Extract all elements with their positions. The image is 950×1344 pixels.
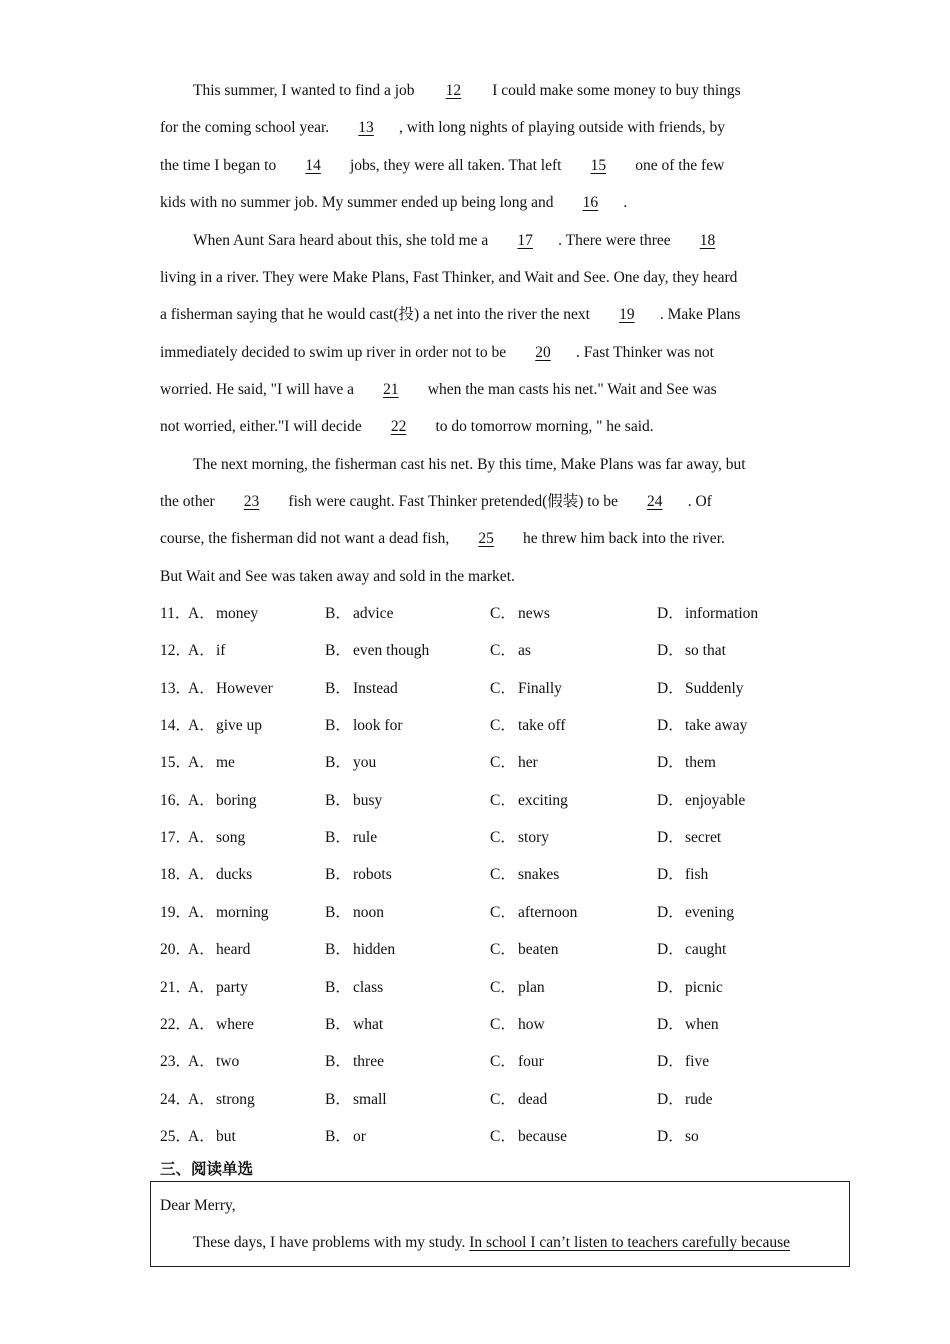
option-letter: A． — [188, 941, 215, 958]
option-text: plan — [518, 979, 545, 996]
option-text: or — [353, 1128, 366, 1145]
passage-text: worried. He said, "I will have a — [160, 381, 358, 398]
option-c[interactable] — [490, 716, 565, 736]
option-text: afternoon — [518, 904, 578, 921]
option-c[interactable] — [490, 1090, 547, 1110]
option-letter: D． — [657, 1053, 684, 1070]
option-letter: D． — [657, 979, 684, 996]
option-a[interactable] — [188, 903, 269, 923]
option-a[interactable] — [188, 1090, 255, 1110]
option-c[interactable] — [490, 641, 531, 661]
option-text: even though — [353, 642, 430, 659]
option-letter: C． — [490, 605, 516, 622]
blank-12: 12 — [445, 82, 462, 99]
blank-13: 13 — [358, 119, 374, 136]
option-text: but — [216, 1128, 236, 1145]
question-number: 24． — [160, 1091, 192, 1108]
option-letter: C． — [490, 1128, 516, 1145]
question-number: 14． — [160, 717, 192, 734]
option-text: you — [353, 754, 377, 771]
option-text: snakes — [518, 866, 560, 883]
passage-text: the other — [160, 493, 219, 510]
option-letter: D． — [657, 1091, 684, 1108]
option-text: picnic — [685, 979, 723, 996]
option-letter: D． — [657, 866, 684, 883]
blank-25: 25 — [478, 530, 494, 547]
option-letter: B． — [325, 1016, 351, 1033]
option-b[interactable] — [325, 791, 382, 811]
option-text: information — [685, 605, 759, 622]
option-text: where — [216, 1016, 254, 1033]
option-letter: C． — [490, 1053, 516, 1070]
option-text: busy — [353, 792, 383, 809]
option-text: boring — [216, 792, 257, 809]
option-text: so — [685, 1128, 699, 1145]
option-letter: B． — [325, 1053, 351, 1070]
option-letter: D． — [657, 941, 684, 958]
option-d[interactable] — [657, 865, 708, 885]
section-title: 三、阅读单选 — [160, 1160, 254, 1178]
option-c[interactable] — [490, 903, 577, 923]
option-a[interactable] — [188, 791, 256, 811]
option-text: heard — [216, 941, 251, 958]
option-d[interactable] — [657, 828, 721, 848]
option-letter: C． — [490, 979, 516, 996]
option-text: rude — [685, 1091, 713, 1108]
passage-text: living in a river. They were Make Plans, Fast Thinker, and Wait and See. One day, they heard — [160, 269, 738, 286]
passage-line — [160, 417, 654, 437]
option-text: news — [518, 605, 550, 622]
option-a[interactable] — [188, 753, 235, 773]
passage-line — [193, 455, 746, 475]
option-letter: B． — [325, 829, 351, 846]
option-text: hidden — [353, 941, 396, 958]
option-d[interactable] — [657, 1127, 699, 1147]
blank-17: 17 — [517, 232, 533, 249]
option-a[interactable] — [188, 1052, 239, 1072]
option-d[interactable] — [657, 641, 726, 661]
letter-text: These days, I have problems with my study. — [193, 1234, 470, 1251]
option-letter: C． — [490, 904, 516, 921]
letter-greeting: Dear Merry, — [160, 1197, 236, 1214]
option-text: rule — [353, 829, 378, 846]
option-a[interactable] — [188, 1015, 254, 1035]
blank-23: 23 — [243, 493, 260, 510]
option-c[interactable] — [490, 753, 538, 773]
option-text: However — [216, 680, 273, 697]
option-letter: A． — [188, 754, 215, 771]
passage-text: . — [623, 194, 628, 211]
option-letter: D． — [657, 904, 684, 921]
option-text: enjoyable — [685, 792, 746, 809]
option-d[interactable] — [657, 1052, 709, 1072]
passage-text: But Wait and See was taken away and sold in the market. — [160, 568, 515, 585]
option-text: four — [518, 1053, 544, 1070]
option-d[interactable] — [657, 978, 723, 998]
option-text: me — [216, 754, 235, 771]
option-b[interactable] — [325, 978, 383, 998]
passage-text: When Aunt Sara heard about this, she told me a — [193, 232, 493, 249]
option-text: class — [353, 979, 384, 996]
option-letter: A． — [188, 1016, 215, 1033]
option-b[interactable] — [325, 716, 403, 736]
option-text: look for — [353, 717, 403, 734]
blank-21: 21 — [383, 381, 399, 398]
option-letter: A． — [188, 642, 215, 659]
letter-body — [193, 1234, 790, 1252]
option-text: because — [518, 1128, 568, 1145]
option-b[interactable] — [325, 1090, 387, 1110]
option-c[interactable] — [490, 1127, 567, 1147]
option-text: strong — [216, 1091, 255, 1108]
question-number: 15． — [160, 754, 192, 771]
option-letter: D． — [657, 754, 684, 771]
option-text: what — [353, 1016, 384, 1033]
option-letter: B． — [325, 904, 351, 921]
passage-text: fish were caught. Fast Thinker pretended(假装) to be — [284, 493, 622, 510]
option-text: caught — [685, 941, 727, 958]
option-text: Finally — [518, 680, 562, 697]
option-b[interactable] — [325, 1052, 384, 1072]
option-letter: C． — [490, 829, 516, 846]
option-b[interactable] — [325, 903, 384, 923]
option-letter: A． — [188, 605, 215, 622]
question-number: 11． — [160, 605, 191, 622]
option-letter: A． — [188, 1128, 215, 1145]
option-text: secret — [685, 829, 722, 846]
option-text: small — [353, 1091, 387, 1108]
option-letter: D． — [657, 605, 684, 622]
option-letter: C． — [490, 1091, 516, 1108]
option-letter: D． — [657, 717, 684, 734]
option-letter: C． — [490, 680, 516, 697]
option-letter: B． — [325, 680, 351, 697]
option-text: evening — [685, 904, 735, 921]
option-letter: D． — [657, 642, 684, 659]
option-letter: C． — [490, 941, 516, 958]
option-letter: A． — [188, 680, 215, 697]
option-c[interactable] — [490, 1052, 544, 1072]
passage-text: he threw him back into the river. — [519, 530, 725, 547]
passage-text: I could make some money to buy things — [488, 82, 741, 99]
passage-text: a fisherman saying that he would cast(投) a net into the river the next — [160, 306, 594, 323]
option-d[interactable] — [657, 1015, 719, 1035]
option-text: fish — [685, 866, 709, 883]
option-text: robots — [353, 866, 392, 883]
option-text: five — [685, 1053, 710, 1070]
question-number: 22． — [160, 1016, 192, 1033]
option-text: money — [216, 605, 259, 622]
option-letter: B． — [325, 754, 351, 771]
option-b[interactable] — [325, 865, 392, 885]
option-letter: A． — [188, 717, 215, 734]
option-text: story — [518, 829, 549, 846]
passage-text: not worried, either."I will decide — [160, 418, 366, 435]
passage-text: . Make Plans — [659, 306, 741, 323]
option-c[interactable] — [490, 828, 549, 848]
option-b[interactable] — [325, 641, 429, 661]
option-d[interactable] — [657, 1090, 713, 1110]
blank-14: 14 — [305, 157, 321, 174]
passage-text: immediately decided to swim up river in order not to be — [160, 344, 510, 361]
option-b[interactable] — [325, 828, 377, 848]
question-number: 18． — [160, 866, 192, 883]
option-text: her — [518, 754, 538, 771]
option-text: noon — [353, 904, 384, 921]
passage-line — [193, 231, 741, 251]
option-text: take away — [685, 717, 748, 734]
passage-line — [160, 156, 724, 176]
option-text: two — [216, 1053, 240, 1070]
passage-line — [160, 193, 627, 213]
option-text: take off — [518, 717, 566, 734]
passage-text: The next morning, the fisherman cast his net. By this time, Make Plans was far away, but — [193, 456, 746, 473]
option-d[interactable] — [657, 716, 747, 736]
option-letter: B． — [325, 605, 351, 622]
option-d[interactable] — [657, 679, 744, 699]
option-c[interactable] — [490, 679, 562, 699]
question-number: 19． — [160, 904, 192, 921]
option-text: song — [216, 829, 246, 846]
option-letter: C． — [490, 754, 516, 771]
option-letter: A． — [188, 979, 215, 996]
option-text: morning — [216, 904, 269, 921]
option-c[interactable] — [490, 940, 558, 960]
option-letter: D． — [657, 1016, 684, 1033]
option-letter: B． — [325, 792, 351, 809]
option-b[interactable] — [325, 940, 395, 960]
blank-18: 18 — [699, 232, 716, 249]
passage-line — [160, 492, 712, 512]
option-b[interactable] — [325, 1015, 383, 1035]
option-d[interactable] — [657, 903, 734, 923]
option-a[interactable] — [188, 604, 258, 624]
option-letter: A． — [188, 866, 215, 883]
blank-19: 19 — [619, 306, 635, 323]
option-text: so that — [685, 642, 726, 659]
passage-text: . Fast Thinker was not — [575, 344, 714, 361]
passage-line — [160, 529, 725, 549]
question-number: 16． — [160, 792, 192, 809]
option-letter: B． — [325, 941, 351, 958]
passage-text: , with long nights of playing outside with friends, by — [399, 119, 725, 136]
passage-line — [160, 380, 717, 400]
option-letter: D． — [657, 792, 684, 809]
option-c[interactable] — [490, 865, 559, 885]
option-text: dead — [518, 1091, 548, 1108]
option-text: party — [216, 979, 248, 996]
option-c[interactable] — [490, 978, 545, 998]
option-a[interactable] — [188, 1127, 236, 1147]
passage-line — [193, 81, 741, 101]
passage-line — [160, 567, 515, 587]
question-number: 21． — [160, 979, 192, 996]
option-c[interactable] — [490, 1015, 545, 1035]
option-a[interactable] — [188, 679, 273, 699]
option-text: advice — [353, 605, 394, 622]
option-letter: A． — [188, 1091, 215, 1108]
option-letter: A． — [188, 792, 215, 809]
option-letter: D． — [657, 680, 684, 697]
option-b[interactable] — [325, 604, 393, 624]
passage-text: course, the fisherman did not want a dead fish, — [160, 530, 454, 547]
option-letter: C． — [490, 1016, 516, 1033]
passage-text: the time I began to — [160, 157, 281, 174]
option-text: ducks — [216, 866, 253, 883]
question-number: 23． — [160, 1053, 192, 1070]
option-text: Suddenly — [685, 680, 744, 697]
option-letter: C． — [490, 717, 516, 734]
option-b[interactable] — [325, 753, 376, 773]
option-text: beaten — [518, 941, 559, 958]
passage-text: kids with no summer job. My summer ended up being long and — [160, 194, 558, 211]
option-letter: B． — [325, 1128, 351, 1145]
question-number: 20． — [160, 941, 192, 958]
option-letter: A． — [188, 829, 215, 846]
option-text: Instead — [353, 680, 398, 697]
option-c[interactable] — [490, 791, 568, 811]
letter-box — [150, 1181, 850, 1267]
blank-15: 15 — [590, 157, 607, 174]
option-letter: B． — [325, 1091, 351, 1108]
option-letter: C． — [490, 792, 516, 809]
underlined-sentence: In school I can’t listen to teachers carefully because — [469, 1234, 791, 1251]
option-text: them — [685, 754, 716, 771]
option-d[interactable] — [657, 791, 745, 811]
question-number: 13． — [160, 680, 192, 697]
passage-text: . There were three — [558, 232, 675, 249]
passage-line — [160, 343, 714, 363]
passage-line — [160, 305, 740, 325]
passage-line — [160, 118, 725, 138]
option-letter: A． — [188, 1053, 215, 1070]
blank-16: 16 — [582, 194, 599, 211]
option-a[interactable] — [188, 716, 262, 736]
option-letter: B． — [325, 642, 351, 659]
option-text: if — [216, 642, 226, 659]
option-a[interactable] — [188, 828, 245, 848]
passage-text: for the coming school year. — [160, 119, 334, 136]
option-letter: D． — [657, 829, 684, 846]
question-number: 17． — [160, 829, 192, 846]
option-letter: A． — [188, 904, 215, 921]
option-d[interactable] — [657, 940, 726, 960]
option-d[interactable] — [657, 604, 758, 624]
option-letter: C． — [490, 866, 516, 883]
passage-text: when the man casts his net." Wait and See was — [423, 381, 717, 398]
option-d[interactable] — [657, 753, 716, 773]
blank-20: 20 — [535, 344, 551, 361]
question-number: 12． — [160, 642, 192, 659]
option-text: how — [518, 1016, 545, 1033]
option-letter: C． — [490, 642, 516, 659]
option-a[interactable] — [188, 940, 250, 960]
passage-text: jobs, they were all taken. That left — [346, 157, 566, 174]
option-a[interactable] — [188, 865, 252, 885]
option-letter: D． — [657, 1128, 684, 1145]
blank-22: 22 — [390, 418, 407, 435]
passage-text: This summer, I wanted to find a job — [193, 82, 419, 99]
option-text: exciting — [518, 792, 568, 809]
option-a[interactable] — [188, 978, 248, 998]
option-letter: B． — [325, 979, 351, 996]
passage-line — [160, 268, 737, 288]
option-text: give up — [216, 717, 263, 734]
option-text: when — [685, 1016, 719, 1033]
passage-text: to do tomorrow morning, " he said. — [431, 418, 654, 435]
option-a[interactable] — [188, 641, 225, 661]
option-text: as — [518, 642, 531, 659]
option-letter: B． — [325, 866, 351, 883]
option-text: three — [353, 1053, 384, 1070]
blank-24: 24 — [646, 493, 663, 510]
passage-text: one of the few — [631, 157, 725, 174]
passage-text: . Of — [687, 493, 712, 510]
option-b[interactable] — [325, 679, 398, 699]
option-b[interactable] — [325, 1127, 366, 1147]
question-number: 25． — [160, 1128, 192, 1145]
option-c[interactable] — [490, 604, 550, 624]
option-letter: B． — [325, 717, 351, 734]
